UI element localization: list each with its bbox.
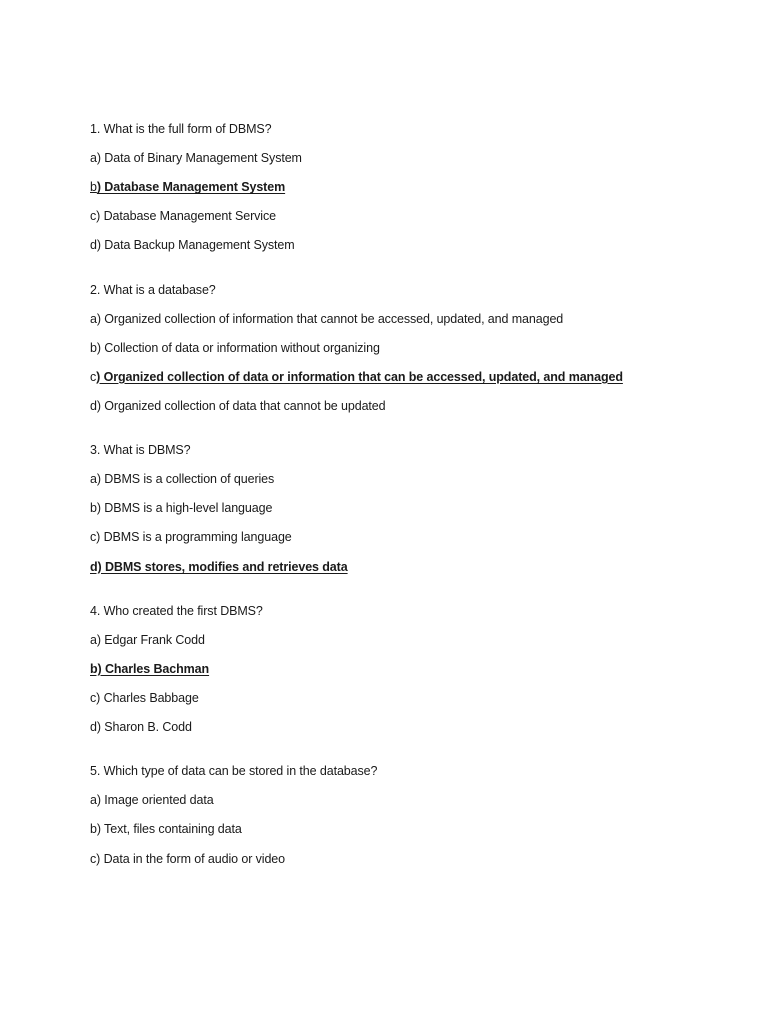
question-text: 1. What is the full form of DBMS? <box>90 122 272 136</box>
option-prefix: b <box>90 180 97 195</box>
question-block-3 <box>90 443 730 574</box>
answer-option: d) Organized collection of data that cannot be updated <box>90 398 386 413</box>
question-block-5 <box>90 764 730 866</box>
answer-option-correct: b) Charles Bachman <box>90 661 210 676</box>
question-text: 3. What is DBMS? <box>90 443 191 458</box>
question-text: 2. What is a database? <box>90 282 216 297</box>
option-prefix: c <box>90 369 97 384</box>
answer-option: c) Database Management Service <box>90 209 276 224</box>
question-text: 5. Which type of data can be stored in the database? <box>90 764 378 779</box>
answer-option: a) Edgar Frank Codd <box>90 632 205 647</box>
answer-option-correct <box>90 370 730 385</box>
question-text: 4. Who created the first DBMS? <box>90 603 263 618</box>
correct-answer-text: ) Database Management System <box>96 180 286 195</box>
answer-option-correct: d) DBMS stores, modifies and retrieves data <box>90 559 348 574</box>
answer-option: a) Organized collection of information that cannot be accessed, updated, and managed <box>90 311 564 326</box>
question-block-4 <box>90 604 730 735</box>
answer-option: b) Text, files containing data <box>90 822 242 837</box>
answer-option: d) Sharon B. Codd <box>90 720 192 735</box>
answer-option: b) Collection of data or information without organizing <box>90 340 380 355</box>
quiz-content <box>90 122 730 896</box>
answer-option: b) DBMS is a high-level language <box>90 501 273 516</box>
answer-option: a) Data of Binary Management System <box>90 151 302 166</box>
answer-option: c) DBMS is a programming language <box>90 530 292 545</box>
answer-option: c) Charles Babbage <box>90 690 199 705</box>
question-block-1 <box>90 122 730 253</box>
answer-option: d) Data Backup Management System <box>90 238 295 253</box>
correct-answer-text: ) Organized collection of data or information that can be accessed, updated, and managed <box>96 369 623 384</box>
answer-option: c) Data in the form of audio or video <box>90 851 286 866</box>
answer-option: a) Image oriented data <box>90 793 214 808</box>
answer-option-correct <box>90 180 730 195</box>
answer-option: a) DBMS is a collection of queries <box>90 472 275 487</box>
question-block-2 <box>90 283 730 414</box>
